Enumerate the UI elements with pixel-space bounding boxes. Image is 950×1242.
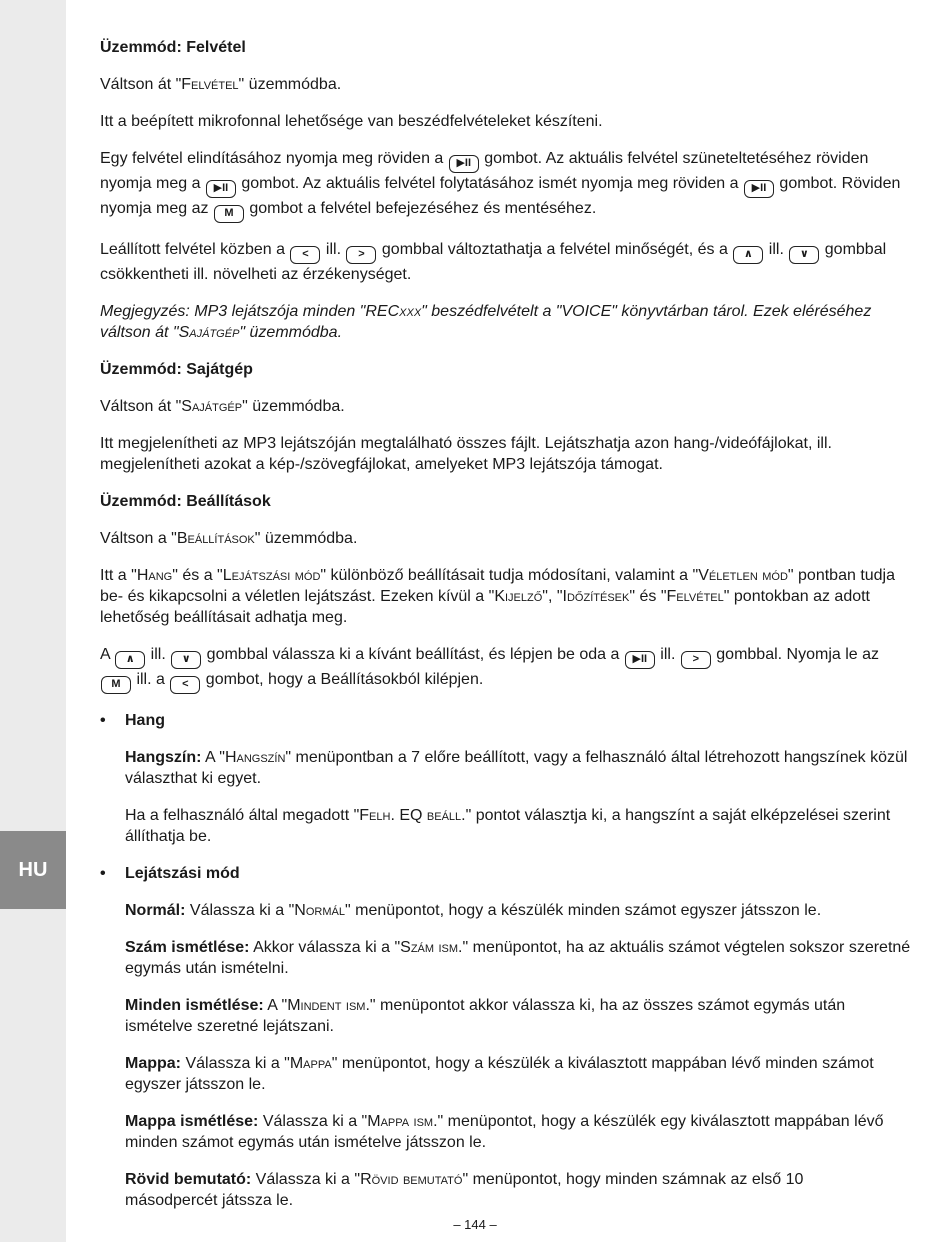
prev-key-icon: < <box>290 246 320 264</box>
play-pause-key-icon: ▶II <box>449 155 479 173</box>
list-item: Mappa: Válassza ki a "Mappa" menüpontot, hogy a készülék a kiválasztott mappában lévő minden számot egyszer játsszon le. <box>125 1055 874 1093</box>
sound-block <box>100 747 912 847</box>
list-item: Szám ismétlése: Akkor válassza ki a "Szám ism." menüpontot, ha az aktuális számot végtelen sokszor szeretné egymás után ismételni. <box>125 939 911 977</box>
playback-mode-block <box>100 900 912 1211</box>
menu-key-icon: M <box>101 676 131 694</box>
play-pause-key-icon: ▶II <box>625 651 655 669</box>
paragraph: Váltson a "Beállítások" üzemmódba. <box>100 530 358 547</box>
up-key-icon: ∧ <box>733 246 763 264</box>
sidebar <box>0 0 66 1242</box>
paragraph: Itt a "Hang" és a "Lejátszási mód" különböző beállításait tudja módosítani, valamint a "Véletlen mód" pontban tudja be- és kikapcsolni a véletlen lejátszást. Ezeken kívül a "Kijelző", "Időzítések" és "Felvétel" pontokban az adott lehetőség beállításait adhatja meg. <box>100 567 896 626</box>
list-item: Normál: Válassza ki a "Normál" menüpontot, hogy a készülék minden számot egyszer játsszon le. <box>125 902 822 919</box>
language-tab: HU <box>0 831 66 909</box>
paragraph: Leállított felvétel közben a < ill. > gombbal változtathatja a felvétel minőségét, és a ∧ ill. ∨ gombbal csökkentheti ill. növelheti az érzékenységet. <box>100 241 887 283</box>
paragraph: Hangszín: A "Hangszín" menüpontban a 7 előre beállított, vagy a felhasználó által létrehozott hangszínek közül választhat ki egyet. <box>125 749 908 787</box>
paragraph: Itt a beépített mikrofonnal lehetősége van beszédfelvételeket készíteni. <box>100 113 603 130</box>
paragraph: A ∧ ill. ∨ gombbal válassza ki a kívánt beállítást, és lépjen be oda a ▶II ill. > gombbal. Nyomja le az M ill. a < gombot, hogy a Beállításokból kilépjen. <box>100 644 912 694</box>
section-heading-recording: Üzemmód: Felvétel <box>100 39 246 56</box>
section-heading-settings: Üzemmód: Beállítások <box>100 493 271 510</box>
note: Megjegyzés: MP3 lejátszója minden "RECxxx" beszédfelvételt a "VOICE" könyvtárban tárol. Ezek eléréséhez váltson át "Sajátgép" üzemmódba. <box>100 303 872 341</box>
paragraph: Váltson át "Sajátgép" üzemmódba. <box>100 398 345 415</box>
page-content <box>100 37 912 1227</box>
paragraph: Itt megjelenítheti az MP3 lejátszóján megtalálható összes fájlt. Lejátszhatja azon hang-/videófájlokat, ill. megjelenítheti azokat a kép-/szövegfájlokat, amelyeket MP3 lejátszója támogat. <box>100 435 832 473</box>
prev-key-icon: < <box>170 676 200 694</box>
paragraph: Váltson át "Felvétel" üzemmódba. <box>100 76 342 93</box>
paragraph: Ha a felhasználó által megadott "Felh. EQ beáll." pontot választja ki, a hangszínt a saját elképzelései szerint állíthatja be. <box>125 807 891 845</box>
list-item: Rövid bemutató: Válassza ki a "Rövid bemutató" menüpontot, hogy minden számnak az első 10 másodpercét játssza le. <box>125 1171 804 1209</box>
paragraph: Egy felvétel elindításához nyomja meg röviden a ▶II gombot. Az aktuális felvétel szüneteltetéséhez röviden nyomja meg a ▶II gombot. Az aktuális felvétel folytatásához ismét nyomja meg röviden a ▶II gombot. Röviden nyomja meg az M gombot a felvétel befejezéséhez és mentéséhez. <box>100 148 912 223</box>
page-number: – 144 – <box>453 1217 497 1232</box>
next-key-icon: > <box>346 246 376 264</box>
section-heading-my-device: Üzemmód: Sajátgép <box>100 361 253 378</box>
list-item: Minden ismétlése: A "Mindent ism." menüpontot akkor válassza ki, ha az összes számot egymás után ismételve szeretné lejátszani. <box>125 997 846 1035</box>
down-key-icon: ∨ <box>789 246 819 264</box>
up-key-icon: ∧ <box>115 651 145 669</box>
list-item: Mappa ismétlése: Válassza ki a "Mappa ism." menüpontot, hogy a készülék egy kiválasztott mappában lévő minden számot egymás után ismételve játsszon le. <box>125 1113 884 1151</box>
play-pause-key-icon: ▶II <box>206 180 236 198</box>
bullet-heading-sound: • Hang <box>100 710 912 731</box>
bullet-heading-playback-mode: • Lejátszási mód <box>100 863 912 884</box>
down-key-icon: ∨ <box>171 651 201 669</box>
menu-key-icon: M <box>214 205 244 223</box>
next-key-icon: > <box>681 651 711 669</box>
play-pause-key-icon: ▶II <box>744 180 774 198</box>
